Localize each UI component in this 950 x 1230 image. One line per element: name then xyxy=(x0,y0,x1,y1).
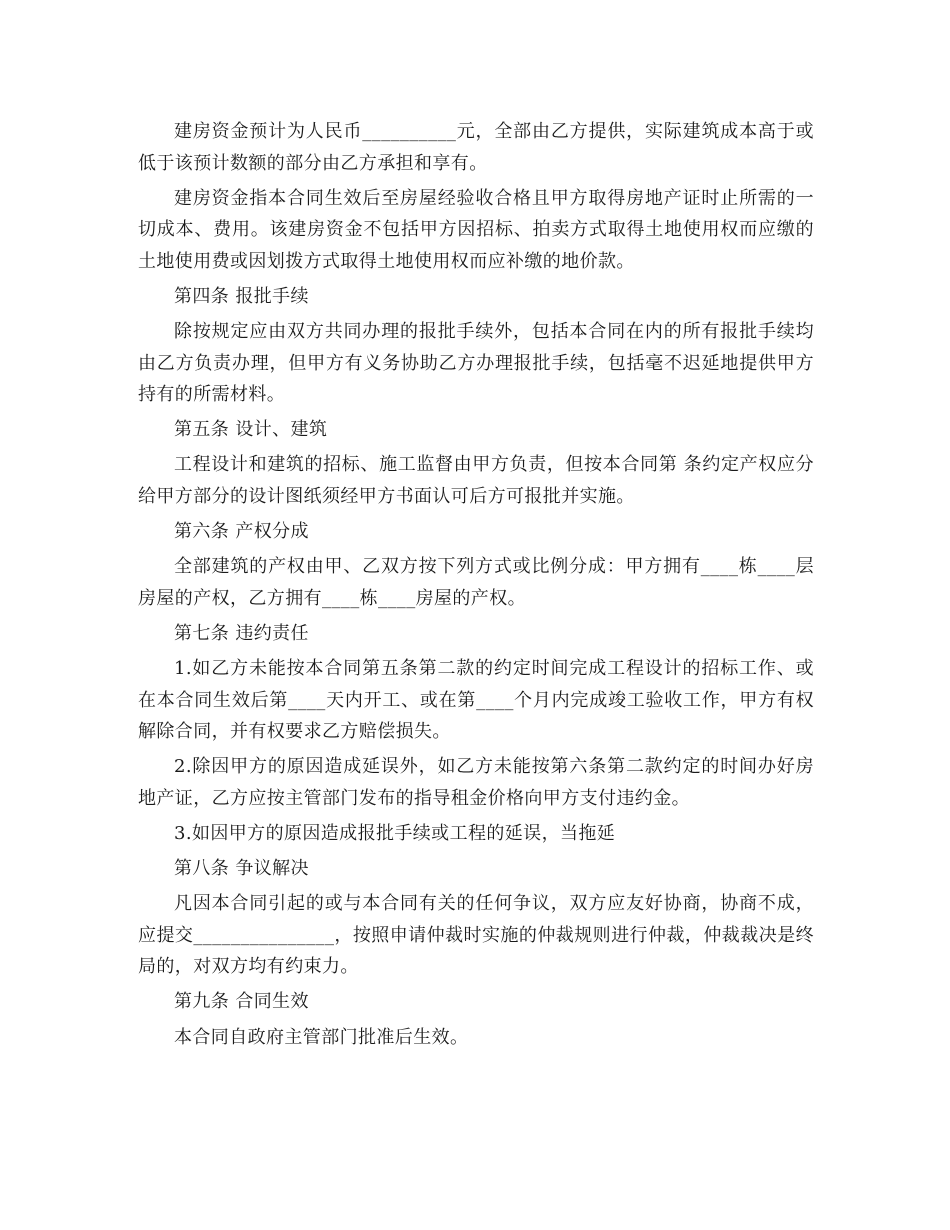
paragraph-breach-3: 3.如因甲方的原因造成报批手续或工程的延误，当拖延 xyxy=(174,822,616,844)
heading-article-5: 第五条 设计、建筑 xyxy=(174,419,328,441)
paragraph-effectiveness: 本合同自政府主管部门批准后生效。 xyxy=(174,1026,469,1048)
paragraph-design-construction: 工程设计和建筑的招标、施工监督由甲方负责，但按本合同第 条约定产权应分给甲方部分的设计图纸须经甲方书面认可后方可报批并实施。 xyxy=(138,454,814,508)
heading-article-9: 第九条 合同生效 xyxy=(174,991,309,1013)
paragraph-dispute-resolution: 凡因本合同引起的或与本合同有关的任何争议，双方应友好协商，协商不成，应提交_______________，按照申请仲裁时实施的仲裁规则进行仲裁，仲裁裁决是终局的，对双方均有约束力。 xyxy=(138,893,814,978)
paragraph-funding-estimate: 建房资金预计为人民币__________元，全部由乙方提供，实际建筑成本高于或低于该预计数额的部分由乙方承担和享有。 xyxy=(138,121,814,174)
paragraph-approval-procedures: 除按规定应由双方共同办理的报批手续外，包括本合同在内的所有报批手续均由乙方负责办理，但甲方有义务协助乙方办理报批手续，包括毫不迟延地提供甲方持有的所需材料。 xyxy=(138,321,814,406)
document-body xyxy=(138,116,814,1057)
heading-article-7: 第七条 违约责任 xyxy=(174,622,309,644)
paragraph-funding-definition: 建房资金指本合同生效后至房屋经验收合格且甲方取得房地产证时止所需的一切成本、费用。该建房资金不包括甲方因招标、拍卖方式取得土地使用权而应缴的土地使用费或因划拨方式取得土地使用权而应补缴的地价款。 xyxy=(138,187,814,272)
paragraph-breach-1: 1.如乙方未能按本合同第五条第二款的约定时间完成工程设计的招标工作、或在本合同生效后第____天内开工、或在第____个月内完成竣工验收工作，甲方有权解除合同，并有权要求乙方赔偿损失。 xyxy=(138,658,814,743)
heading-article-6: 第六条 产权分成 xyxy=(174,521,309,543)
paragraph-breach-2: 2.除因甲方的原因造成延误外，如乙方未能按第六条第二款约定的时间办好房地产证，乙方应按主管部门发布的指导租金价格向甲方支付违约金。 xyxy=(138,756,814,809)
heading-article-8: 第八条 争议解决 xyxy=(174,858,309,880)
heading-article-4: 第四条 报批手续 xyxy=(174,285,309,307)
paragraph-property-division: 全部建筑的产权由甲、乙双方按下列方式或比例分成：甲方拥有____栋____层房屋的产权，乙方拥有____栋____房屋的产权。 xyxy=(138,556,814,609)
